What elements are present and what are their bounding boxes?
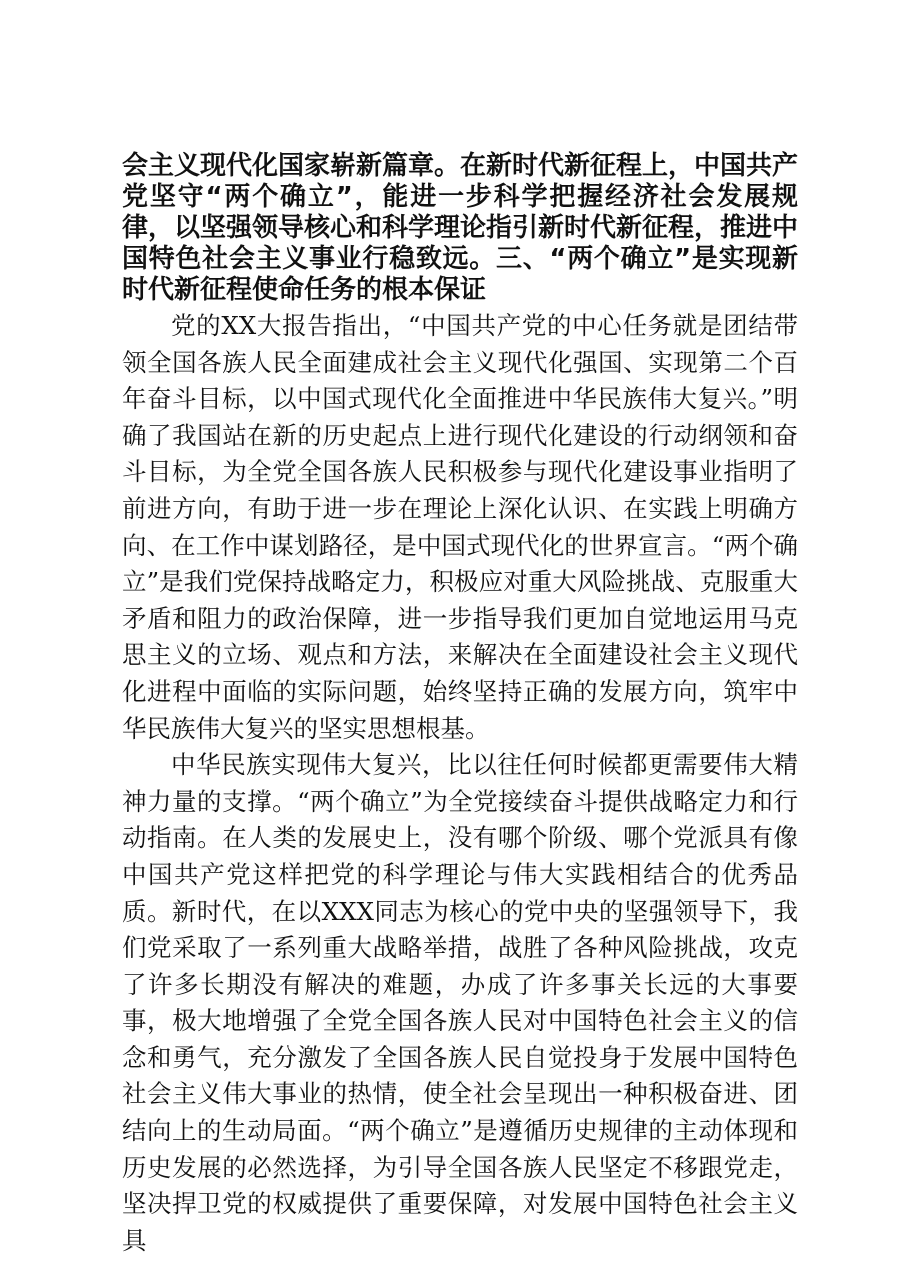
document-body: [122, 151, 798, 1259]
section-heading-text: 会主义现代化国家崭新篇章。在新时代新征程上，中国共产党坚守“两个确立”，能进一步科学把握经济社会发展规律，以坚强领导核心和科学理论指引新时代新征程，推进中国特色社会主义事业行稳致远。三、“两个确立”是实现新时代新征程使命任务的根本保证: [122, 151, 799, 305]
paragraph-1: 党的XX大报告指出，“中国共产党的中心任务就是团结带领全国各族人民全面建成社会主义现代化强国、实现第二个百年奋斗目标，以中国式现代化全面推进中华民族伟大复兴。”明确了我国站在新的历史起点上进行现代化建设的行动纲领和奋斗目标，为全党全国各族人民积极参与现代化建设事业指明了前进方向，有助于进一步在理论上深化认识、在实践上明确方向、在工作中谋划路径，是中国式现代化的世界宣言。“两个确立”是我们党保持战略定力，积极应对重大风险挑战、克服重大矛盾和阻力的政治保障，进一步指导我们更加自觉地运用马克思主义的立场、观点和方法，来解决在全面建设社会主义现代化进程中面临的实际问题，始终坚持正确的发展方向，筑牢中华民族伟大复兴的坚实思想根基。: [122, 311, 798, 743]
paragraph-2: 中华民族实现伟大复兴，比以往任何时候都更需要伟大精神力量的支撑。“两个确立”为全党接续奋斗提供战略定力和行动指南。在人类的发展史上，没有哪个阶级、哪个党派具有像中国共产党这样把党的科学理论与伟大实践相结合的优秀品质。新时代，在以XXX同志为核心的党中央的坚强领导下，我们党采取了一系列重大战略举措，战胜了各种风险挑战，攻克了许多长期没有解决的难题，办成了许多事关长远的大事要事，极大地增强了全党全国各族人民对中国特色社会主义的信念和勇气，充分激发了全国各族人民自觉投身于发展中国特色社会主义伟大事业的热情，使全社会呈现出一种积极奋进、团结向上的生动局面。“两个确立”是遵循历史规律的主动体现和历史发展的必然选择，为引导全国各族人民坚定不移跟党走，坚决捍卫党的权威提供了重要保障，对发展中国特色社会主义具: [122, 750, 798, 1255]
